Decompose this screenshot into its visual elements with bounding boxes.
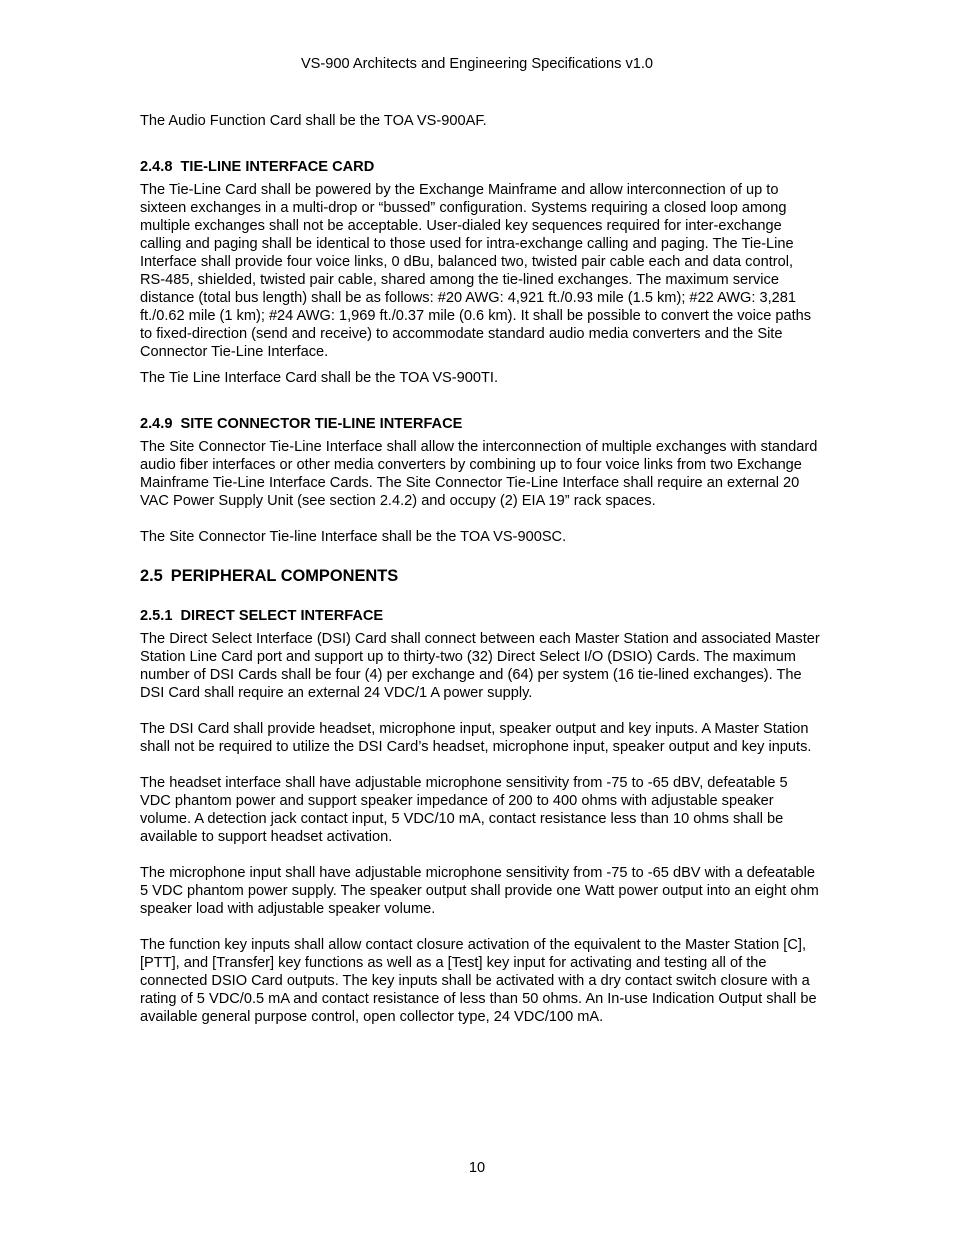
- section-heading-2-4-8: [140, 158, 820, 176]
- major-section-heading-2-5: [140, 566, 820, 586]
- paragraph: The Site Connector Tie-Line Interface shall allow the interconnection of multiple exchanges with standard audio fiber interfaces or other media converters by combining up to four voice links from two Exchange Mainframe Tie-Line Interface Cards. The Site Connector Tie-Line Interface shall require an external 20 VAC Power Supply Unit (see section 2.4.2) and occupy (2) EIA 19” rack spaces.: [140, 439, 818, 509]
- paragraph: The Tie-Line Card shall be powered by the Exchange Mainframe and allow interconnection of up to sixteen exchanges in a multi-drop or “bussed” configuration. Systems requiring a closed loop among multiple exchanges shall not be acceptable. User-dialed key sequences required for inter-exchange calling and paging shall be identical to those used for intra-exchange calling and paging. The Tie-Line Interface shall provide four voice links, 0 dBu, balanced two, twisted pair cable each and data control, RS-485, shielded, twisted pair cable, shared among the tie-lined exchanges. The maximum service distance (total bus length) shall be as follows: #20 AWG: 4,921 ft./0.93 mile (1.5 km); #22 AWG: 3,281 ft./0.62 mile (1 km); #24 AWG: 1,969 ft./0.37 mile (0.6 km). It shall be possible to convert the voice paths to fixed-direction (send and receive) to accommodate standard audio media converters and the Site Connector Tie-Line Interface.: [140, 182, 812, 360]
- page-number: 10: [468, 1160, 486, 1176]
- section-number: 2.5: [140, 567, 163, 585]
- section-title: SITE CONNECTOR TIE-LINE INTERFACE: [180, 416, 463, 432]
- section-title: TIE-LINE INTERFACE CARD: [180, 159, 375, 175]
- paragraph: The headset interface shall have adjustable microphone sensitivity from -75 to -65 dBV, defeatable 5 VDC phantom power and support speaker impedance of 200 to 400 ohms with adjustable speaker volume. A detection jack contact input, 5 VDC/10 mA, contact resistance less than 10 ohms shall be available to support headset activation.: [140, 775, 788, 845]
- section-title: PERIPHERAL COMPONENTS: [170, 567, 399, 585]
- section-number: 2.4.8: [140, 159, 173, 175]
- paragraph: The microphone input shall have adjustable microphone sensitivity from -75 to -65 dBV with a defeatable 5 VDC phantom power supply. The speaker output shall provide one Watt power output into an eight ohm speaker load with adjustable speaker volume.: [140, 865, 819, 917]
- page-header: VS-900 Architects and Engineering Specifications v1.0: [300, 56, 654, 72]
- paragraph: The Site Connector Tie-line Interface shall be the TOA VS-900SC.: [140, 529, 567, 545]
- section-heading-2-4-9: [140, 415, 820, 433]
- section-number: 2.4.9: [140, 416, 173, 432]
- paragraph: The Direct Select Interface (DSI) Card shall connect between each Master Station and associated Master Station Line Card port and support up to thirty-two (32) Direct Select I/O (DSIO) Cards. The maximum number of DSI Cards shall be four (4) per exchange and (64) per system (16 tie-lined exchanges). The DSI Card shall require an external 24 VDC/1 A power supply.: [140, 631, 820, 701]
- section-heading-2-5-1: [140, 607, 820, 625]
- paragraph: The Tie Line Interface Card shall be the TOA VS-900TI.: [140, 370, 499, 386]
- paragraph: The function key inputs shall allow contact closure activation of the equivalent to the Master Station [C], [PTT], and [Transfer] key functions as well as a [Test] key input for activating and testing all of the connected DSIO Card outputs. The key inputs shall be activated with a dry contact switch closure with a rating of 5 VDC/0.5 mA and contact resistance of less than 50 ohms. An In-use Indication Output shall be available general purpose control, open collector type, 24 VDC/100 mA.: [140, 937, 817, 1025]
- intro-paragraph: The Audio Function Card shall be the TOA VS-900AF.: [140, 113, 487, 129]
- section-title: DIRECT SELECT INTERFACE: [180, 608, 384, 624]
- document-body: [140, 112, 820, 1026]
- paragraph: The DSI Card shall provide headset, microphone input, speaker output and key inputs. A Master Station shall not be required to utilize the DSI Card’s headset, microphone input, speaker output and key inputs.: [140, 721, 812, 755]
- section-number: 2.5.1: [140, 608, 173, 624]
